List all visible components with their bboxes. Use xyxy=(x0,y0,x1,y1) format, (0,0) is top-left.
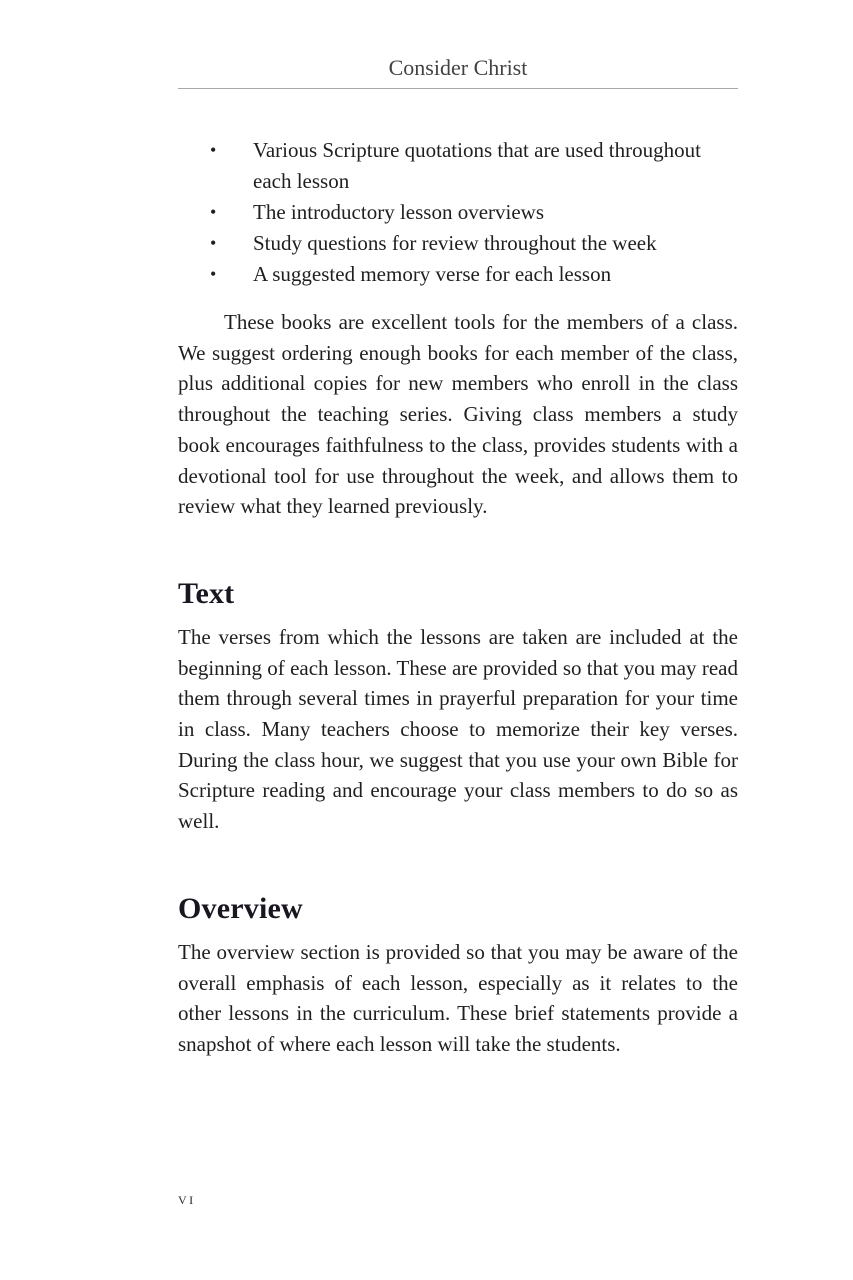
running-header: Consider Christ xyxy=(388,55,528,80)
list-item-text: The introductory lesson overviews xyxy=(253,200,545,224)
list-item xyxy=(178,228,738,259)
section-heading-overview: Overview xyxy=(178,891,303,925)
list-item xyxy=(178,135,738,197)
section-body-text: The verses from which the lessons are taken are included at the beginning of each lesson. These are provided so that you may read them through several times in prayerful preparation for your time in class. Many teachers choose to memorize their key verses. During the class hour, we suggest that you use your own Bible for Scripture reading and encourage your class members to do so as well. xyxy=(178,624,738,834)
bullet-icon: • xyxy=(210,264,217,284)
bullet-list xyxy=(178,135,738,290)
list-item-text: Study questions for review throughout the week xyxy=(253,231,657,255)
list-item xyxy=(178,197,738,228)
page-number: vi xyxy=(178,1189,196,1208)
section-text xyxy=(178,575,738,837)
section-heading-text: Text xyxy=(178,576,235,610)
header-rule xyxy=(178,88,738,89)
book-page xyxy=(178,0,738,1060)
section-overview xyxy=(178,890,738,1060)
list-item xyxy=(178,259,738,290)
bullet-icon: • xyxy=(210,233,217,253)
list-item-text: A suggested memory verse for each lesson xyxy=(253,262,612,286)
section-body-overview: The overview section is provided so that you may be aware of the overall emphasis of each lesson, especially as it relates to the other lessons in the curriculum. These brief statements provide a snapshot of where each lesson will take the students. xyxy=(178,939,738,1056)
bullet-icon: • xyxy=(210,202,217,222)
intro-paragraph: These books are excellent tools for the members of a class. We suggest ordering enough books for each member of the class, plus additional copies for new members who enroll in the class throughout the teaching series. Giving class members a study book encourages faithfulness to the class, provides students with a devotional tool for use throughout the week, and allows them to review what they learned previously. xyxy=(178,310,738,519)
list-item-text: Various Scripture quotations that are used throughout each lesson xyxy=(253,138,701,193)
bullet-icon: • xyxy=(210,140,217,160)
